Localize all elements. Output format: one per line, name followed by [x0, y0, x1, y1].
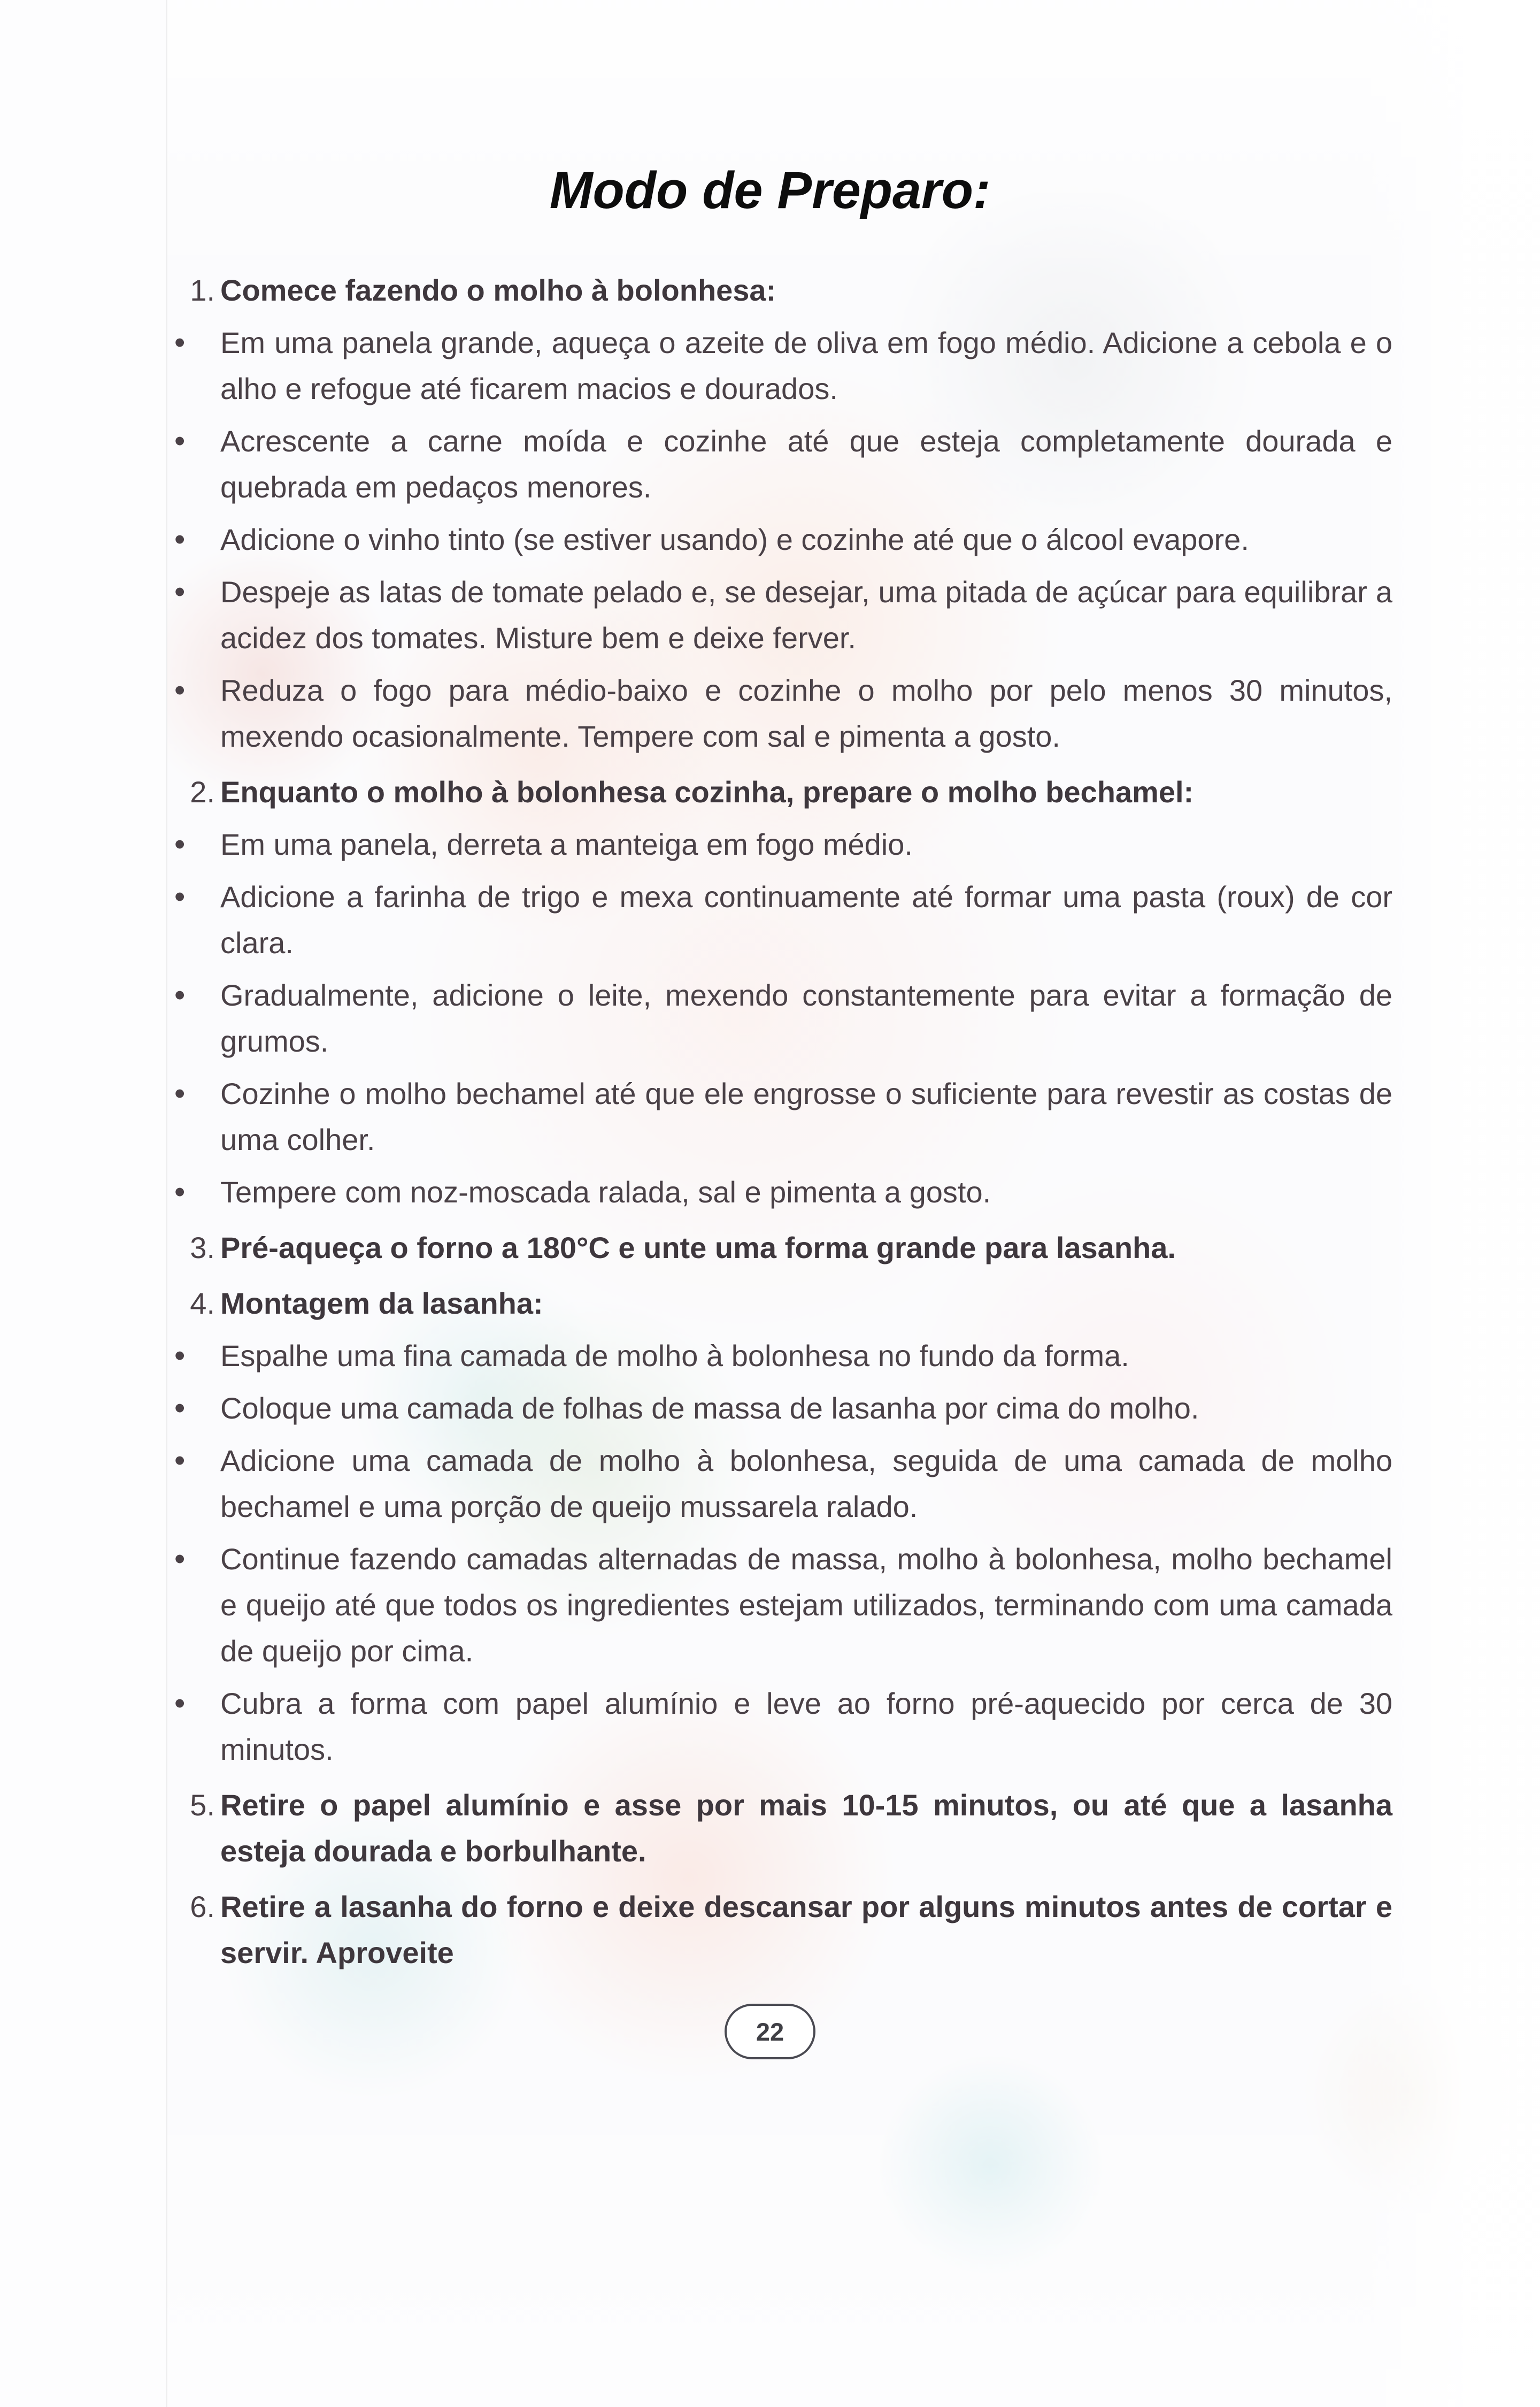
- step-item: [172, 1782, 1392, 1874]
- bullet-text: Acrescente a carne moída e cozinhe até que esteja completamente dourada e quebrada em pedaços menores.: [220, 424, 1392, 504]
- bullet-item: [172, 1536, 1392, 1674]
- bullet-icon: •: [174, 879, 186, 915]
- bullet-text: Cozinhe o molho bechamel até que ele engrosse o suficiente para revestir as costas de uma colher.: [220, 1077, 1392, 1157]
- bullet-icon: •: [174, 574, 186, 610]
- bullet-icon: •: [174, 1686, 186, 1721]
- bullet-text: Adicione a farinha de trigo e mexa continuamente até formar uma pasta (roux) de cor clara.: [220, 880, 1392, 960]
- step-item: [172, 267, 1392, 313]
- bullet-text: Em uma panela grande, aqueça o azeite de oliva em fogo médio. Adicione a cebola e o alho e refogue até ficarem macios e dourados.: [220, 326, 1392, 406]
- bullet-icon: •: [174, 325, 186, 361]
- bullet-icon: •: [174, 673, 186, 708]
- bullet-item: [172, 320, 1392, 412]
- step-number: 5.: [190, 1788, 215, 1822]
- step-item: [172, 1884, 1392, 1976]
- bullet-text: Tempere com noz-moscada ralada, sal e pimenta a gosto.: [220, 1175, 991, 1209]
- bullet-text: Continue fazendo camadas alternadas de massa, molho à bolonhesa, molho bechamel e queijo até que todos os ingredientes estejam utilizados, terminando com uma camada de queijo por cima.: [220, 1542, 1392, 1668]
- bullet-item: [172, 1681, 1392, 1773]
- bullet-icon: •: [174, 1338, 186, 1374]
- bullet-text: Espalhe uma fina camada de molho à bolonhesa no fundo da forma.: [220, 1339, 1129, 1373]
- bullet-item: [172, 668, 1392, 760]
- bullet-icon: •: [174, 1076, 186, 1111]
- step-text: Retire o papel alumínio e asse por mais 10-15 minutos, ou até que a lasanha esteja dourada e borbulhante.: [220, 1788, 1392, 1868]
- bullet-item: [172, 1438, 1392, 1530]
- bullet-text: Em uma panela, derreta a manteiga em fogo médio.: [220, 827, 913, 862]
- page-title: Modo de Preparo:: [549, 161, 991, 219]
- step-text: Comece fazendo o molho à bolonhesa:: [220, 273, 776, 308]
- step-number: 3.: [190, 1231, 215, 1265]
- bullet-icon: •: [174, 1391, 186, 1426]
- bullet-icon: •: [174, 424, 186, 459]
- bullet-item: [172, 822, 1392, 868]
- bullet-item: [172, 517, 1392, 563]
- bullet-icon: •: [174, 522, 186, 557]
- page-number-badge: [725, 2004, 815, 2059]
- bullet-item: [172, 418, 1392, 510]
- step-number: 4.: [190, 1286, 215, 1321]
- page-number-text: 22: [756, 2017, 784, 2046]
- step-item: [172, 1281, 1392, 1327]
- step-text: Enquanto o molho à bolonhesa cozinha, prepare o molho bechamel:: [220, 775, 1194, 809]
- bullet-item: [172, 1385, 1392, 1431]
- bullet-text: Cubra a forma com papel alumínio e leve ao forno pré-aquecido por cerca de 30 minutos.: [220, 1687, 1392, 1767]
- bullet-icon: •: [174, 827, 186, 862]
- step-number: 6.: [190, 1890, 215, 1924]
- bullet-text: Adicione o vinho tinto (se estiver usando) e cozinhe até que o álcool evapore.: [220, 523, 1249, 557]
- preparation-steps-list: [0, 267, 1540, 1976]
- bullet-text: Coloque uma camada de folhas de massa de lasanha por cima do molho.: [220, 1391, 1199, 1425]
- bullet-item: [172, 1071, 1392, 1163]
- bullet-text: Adicione uma camada de molho à bolonhesa, seguida de uma camada de molho bechamel e uma porção de queijo mussarela ralado.: [220, 1444, 1392, 1524]
- bullet-icon: •: [174, 1443, 186, 1478]
- step-text: Pré-aqueça o forno a 180°C e unte uma forma grande para lasanha.: [220, 1231, 1176, 1265]
- bullet-item: [172, 1333, 1392, 1379]
- bullet-icon: •: [174, 978, 186, 1013]
- bullet-icon: •: [174, 1542, 186, 1577]
- bullet-item: [172, 569, 1392, 661]
- bullet-text: Gradualmente, adicione o leite, mexendo constantemente para evitar a formação de grumos.: [220, 978, 1392, 1059]
- step-item: [172, 1225, 1392, 1271]
- step-text: Montagem da lasanha:: [220, 1286, 543, 1321]
- bullet-text: Despeje as latas de tomate pelado e, se desejar, uma pitada de açúcar para equilibrar a acidez dos tomates. Misture bem e deixe ferver.: [220, 575, 1392, 655]
- bullet-icon: •: [174, 1175, 186, 1210]
- step-number: 2.: [190, 775, 215, 809]
- bullet-item: [172, 1169, 1392, 1215]
- bullet-text: Reduza o fogo para médio-baixo e cozinhe o molho por pelo menos 30 minutos, mexendo ocasionalmente. Tempere com sal e pimenta a gosto.: [220, 673, 1392, 754]
- bullet-item: [172, 874, 1392, 966]
- step-text: Retire a lasanha do forno e deixe descansar por alguns minutos antes de cortar e servir. Aproveite: [220, 1890, 1392, 1970]
- bullet-item: [172, 972, 1392, 1064]
- step-number: 1.: [190, 273, 215, 308]
- step-item: [172, 769, 1392, 815]
